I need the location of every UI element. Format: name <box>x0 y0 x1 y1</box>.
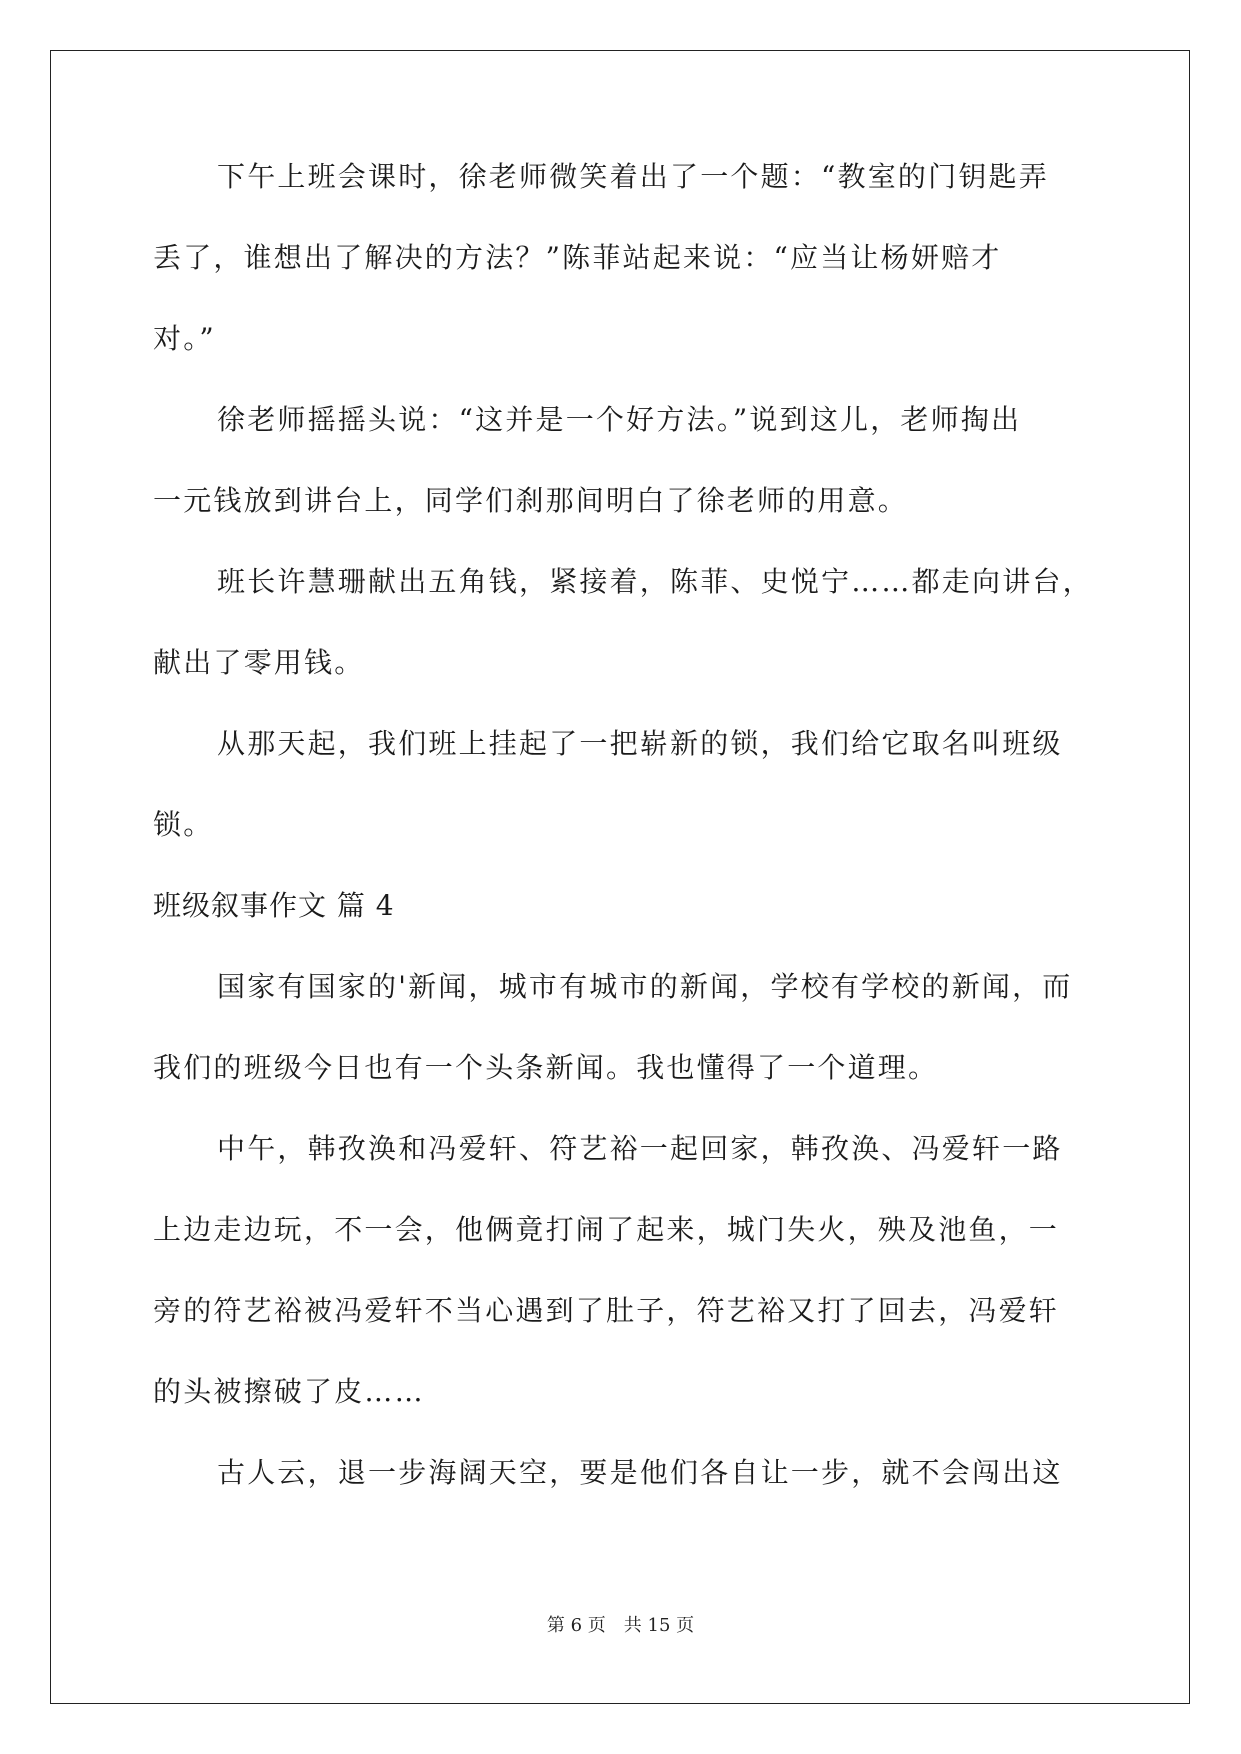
text-line: 献出了零用钱。 <box>153 646 365 679</box>
text-line: 丢了，谁想出了解决的方法？”陈菲站起来说：“应当让杨妍赔才 <box>153 241 1002 274</box>
text-line: 中午，韩孜涣和冯爱轩、符艺裕一起回家，韩孜涣、冯爱轩一路 <box>217 1132 1063 1165</box>
section-heading: 班级叙事作文 篇 4 <box>153 889 395 922</box>
text-line: 旁的符艺裕被冯爱轩不当心遇到了肚子，符艺裕又打了回去，冯爱轩 <box>153 1294 1060 1327</box>
text-line: 下午上班会课时，徐老师微笑着出了一个题：“教室的门钥匙弄 <box>217 160 1049 193</box>
text-line: 我们的班级今日也有一个头条新闻。我也懂得了一个道理。 <box>153 1051 939 1084</box>
page-footer: 第 6 页 共 15 页 <box>546 1615 695 1636</box>
document-body <box>153 160 1093 1540</box>
text-line: 一元钱放到讲台上，同学们刹那间明白了徐老师的用意。 <box>153 484 909 517</box>
text-line: 国家有国家的'新闻，城市有城市的新闻，学校有学校的新闻，而 <box>217 970 1073 1003</box>
text-line: 徐老师摇摇头说：“这并是一个好方法。”说到这儿，老师掏出 <box>217 403 1022 436</box>
text-line: 上边走边玩，不一会，他俩竟打闹了起来，城门失火，殃及池鱼，一 <box>153 1213 1060 1246</box>
text-line: 锁。 <box>153 808 214 841</box>
text-line: 班长许慧珊献出五角钱，紧接着，陈菲、史悦宁……都走向讲台， <box>217 565 1093 598</box>
text-line: 古人云，退一步海阔天空，要是他们各自让一步，就不会闯出这 <box>217 1456 1063 1489</box>
text-line: 的头被擦破了皮…… <box>153 1375 425 1408</box>
text-line: 对。” <box>153 322 216 355</box>
text-line: 从那天起，我们班上挂起了一把崭新的锁，我们给它取名叫班级 <box>217 727 1063 760</box>
